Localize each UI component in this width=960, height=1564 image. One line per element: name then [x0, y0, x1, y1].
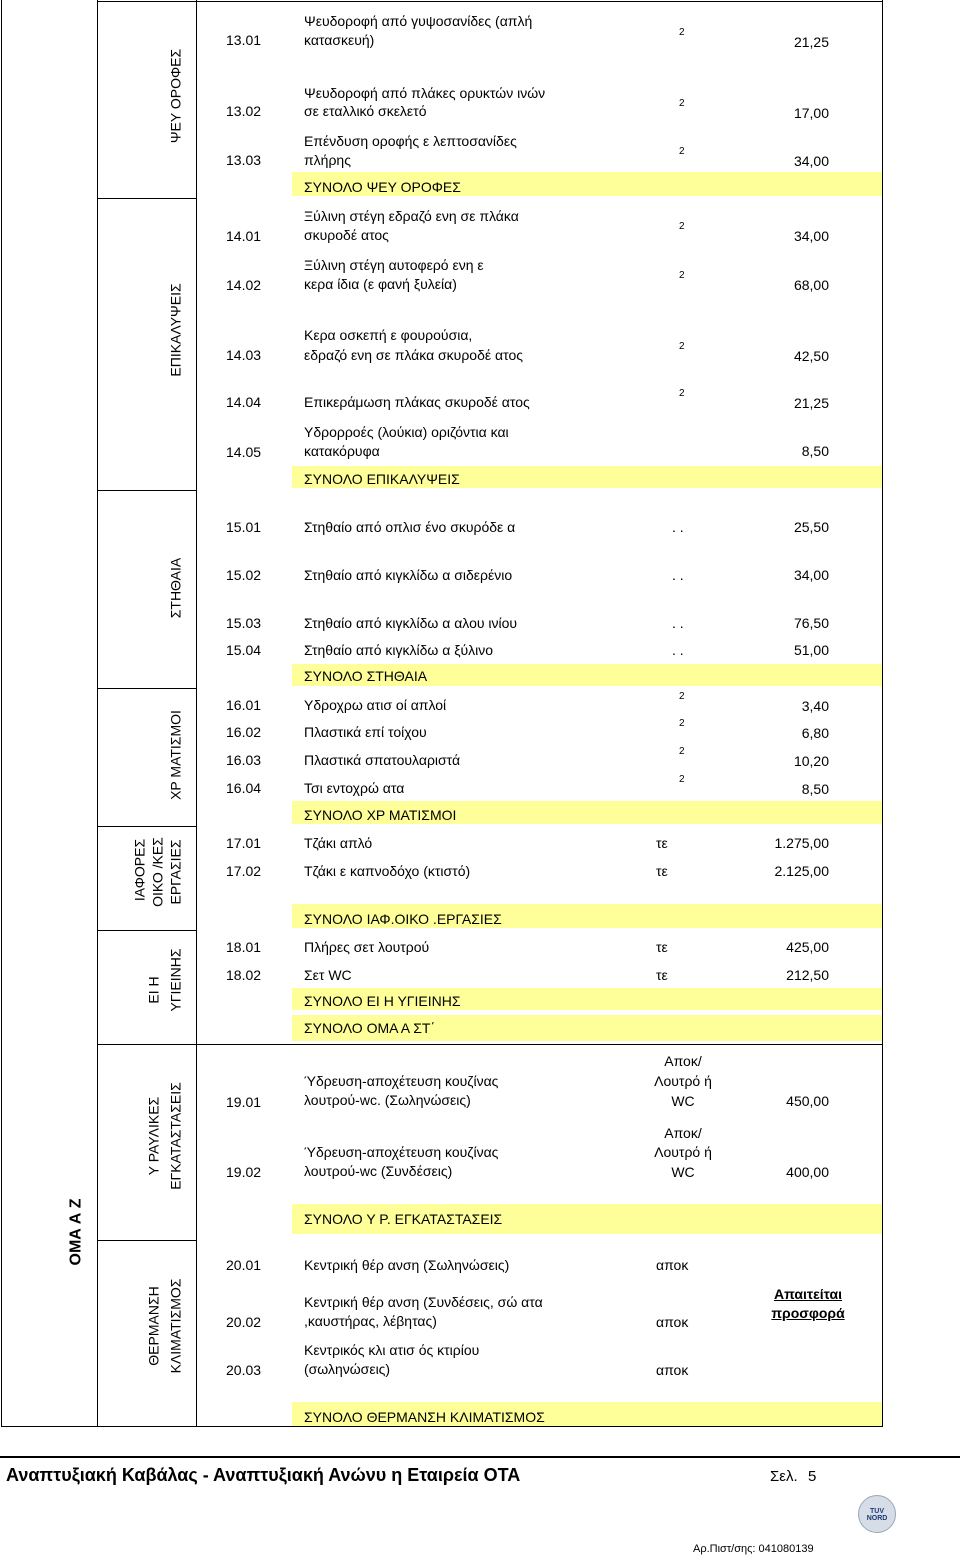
- row-unit: αποκ: [656, 1362, 689, 1378]
- row-code: 16.02: [226, 724, 262, 740]
- row-unit-line2: Λουτρό ή: [654, 1073, 712, 1089]
- row-description-cont: εδραζό ενη σε πλάκα σκυροδέ ατος: [304, 347, 523, 363]
- right-border: [882, 0, 883, 1427]
- section-label-misc-2: ΟΙΚΟ /ΚΕΣ: [149, 837, 166, 907]
- section-total-label: ΣΥΝΟΛΟ Υ Ρ. ΕΓΚΑΤΑΣΤΑΣΕΙΣ: [304, 1211, 503, 1227]
- row-description: Επένδυση οροφής ε λεπτοσανίδες: [304, 133, 517, 149]
- row-unit-line1: Αποκ/: [664, 1053, 702, 1069]
- row-unit: 2: [679, 146, 685, 157]
- row-code: 14.02: [226, 277, 262, 293]
- row-description: Ύδρευση-αποχέτευση κουζίνας: [304, 1144, 499, 1160]
- sep-misc: [97, 930, 197, 931]
- row-code: 14.03: [226, 347, 262, 363]
- row-code: 15.01: [226, 519, 262, 535]
- row-description-cont: σκυροδέ ατος: [304, 227, 389, 243]
- row-description: Πλαστικά επί τοίχου: [304, 724, 427, 740]
- section-label-plumbing-2: ΕΓΚΑΤΑΣΤΑΣΕΙΣ: [167, 1082, 184, 1190]
- row-description: Υδροχρω ατισ οί απλοί: [304, 697, 447, 713]
- row-value: 25,50: [793, 519, 829, 535]
- row-description-cont: ,καυστήρας, λέβητας): [304, 1313, 437, 1329]
- row-description: Ξύλινη στέγη αυτοφερό ενη ε: [304, 257, 484, 273]
- bottom-border: [1, 1426, 883, 1427]
- row-value: 17,00: [793, 105, 829, 121]
- section-total-label: ΣΥΝΟΛΟ ΕΙ Η ΥΓΙΕΙΝΗΣ: [304, 993, 461, 1009]
- section-total-label: ΣΥΝΟΛΟ ΨΕΥ ΟΡΟΦΕΣ: [304, 179, 461, 195]
- row-unit: αποκ: [656, 1257, 689, 1273]
- row-unit: τε: [656, 835, 668, 851]
- group-label: ΟΜΑ Α Ζ: [67, 1198, 85, 1266]
- row-code: 20.02: [226, 1314, 262, 1330]
- row-description-cont: λουτρού-wc. (Σωληνώσεις): [304, 1092, 471, 1108]
- row-description: Ύδρευση-αποχέτευση κουζίνας: [304, 1073, 499, 1089]
- section-label-heating-2: ΚΛΙΜΑΤΙΣΜΟΣ: [167, 1278, 184, 1374]
- row-value: 1.275,00: [774, 835, 829, 851]
- row-description: Ξύλινη στέγη εδραζό ενη σε πλάκα: [304, 208, 519, 224]
- row-description: Τζάκι απλό: [304, 835, 373, 851]
- section-label-misc-3: ΕΡΓΑΣΙΕΣ: [167, 839, 184, 905]
- row-unit: 2: [679, 718, 685, 729]
- footer-certification: Αρ.Πιστ/σης: 041080139: [693, 1543, 814, 1555]
- row-unit-line3: WC: [671, 1093, 695, 1109]
- row-value: 450,00: [786, 1093, 829, 1109]
- sep-painting: [97, 826, 197, 827]
- row-code: 19.02: [226, 1164, 262, 1180]
- left-border: [1, 0, 2, 1427]
- row-unit: 2: [679, 27, 685, 38]
- row-value: 425,00: [786, 939, 829, 955]
- section-label-plumbing-1: Υ ΡΑΥΛΙΚΕΣ: [145, 1096, 162, 1176]
- row-unit: 2: [679, 98, 685, 109]
- section-label-misc-1: ΙΑΦΟΡΕΣ: [131, 838, 148, 902]
- row-value: 76,50: [793, 615, 829, 631]
- section-total-label: ΣΥΝΟΛΟ ΘΕΡΜΑΝΣΗ ΚΛΙΜΑΤΙΣΜΟΣ: [304, 1409, 545, 1425]
- section-col-border: [196, 0, 197, 1427]
- row-code: 17.01: [226, 835, 262, 851]
- row-unit: τε: [656, 967, 668, 983]
- row-value: 51,00: [793, 642, 829, 658]
- row-code: 14.04: [226, 394, 262, 410]
- sep-railings: [97, 688, 197, 689]
- row-value: 400,00: [786, 1164, 829, 1180]
- row-value: 34,00: [793, 228, 829, 244]
- row-unit: . .: [672, 567, 684, 583]
- row-code: 13.02: [226, 103, 262, 119]
- footer-company: Αναπτυξιακή Καβάλας - Αναπτυξιακή Ανώνυ η Εταιρεία ΟΤΑ: [6, 1465, 521, 1485]
- row-code: 19.01: [226, 1094, 262, 1110]
- certification-logo-text: TUV NORD: [866, 1508, 888, 1522]
- row-value: 6,80: [801, 725, 829, 741]
- section-total-label: ΣΥΝΟΛΟ ΙΑΦ.ΟΙΚΟ .ΕΡΓΑΣΙΕΣ: [304, 911, 502, 927]
- row-unit: 2: [679, 270, 685, 281]
- row-code: 16.04: [226, 780, 262, 796]
- row-code: 20.03: [226, 1362, 262, 1378]
- section-label-heating-1: ΘΕΡΜΑΝΣΗ: [145, 1286, 162, 1366]
- footer-rule: [0, 1456, 960, 1458]
- row-code: 15.03: [226, 615, 262, 631]
- section-label-painting: ΧΡ ΜΑΤΙΣΜΟΙ: [167, 710, 184, 800]
- row-description-cont: λουτρού-wc (Συνδέσεις): [304, 1163, 453, 1179]
- row-description: Σετ WC: [304, 967, 352, 983]
- row-description: Υδρορροές (λούκια) οριζόντια και: [304, 424, 509, 440]
- row-code: 15.02: [226, 567, 262, 583]
- row-value: 2.125,00: [774, 863, 829, 879]
- row-code: 17.02: [226, 863, 262, 879]
- row-unit-line3: WC: [671, 1164, 695, 1180]
- sep-ceilings: [97, 198, 197, 199]
- row-description-cont: κατακόρυφα: [304, 443, 380, 459]
- certification-logo: [858, 1495, 896, 1533]
- row-unit: 2: [679, 746, 685, 757]
- row-unit: 2: [679, 221, 685, 232]
- row-unit: τε: [656, 939, 668, 955]
- row-unit: . .: [672, 615, 684, 631]
- row-value: 34,00: [793, 567, 829, 583]
- section-label-railings: ΣΤΗΘΑΙΑ: [167, 557, 184, 619]
- row-code: 18.02: [226, 967, 262, 983]
- row-description: Ψευδοροφή από πλάκες ορυκτών ινών: [304, 85, 546, 101]
- row-unit: . .: [672, 642, 684, 658]
- row-code: 16.01: [226, 697, 262, 713]
- row-unit: 2: [679, 341, 685, 352]
- row-description: Πλαστικά σπατουλαριστά: [304, 752, 461, 768]
- row-description-cont: σε εταλλικό σκελετό: [304, 103, 427, 119]
- row-value: 68,00: [793, 277, 829, 293]
- group-col-border: [97, 0, 98, 1427]
- row-unit: τε: [656, 863, 668, 879]
- sep-roofing: [97, 490, 197, 491]
- sep-plumbing: [97, 1240, 197, 1241]
- row-description: Τζάκι ε καπνοδόχο (κτιστό): [304, 863, 471, 879]
- sep-hygiene: [97, 1044, 883, 1045]
- row-value: 21,25: [793, 34, 829, 50]
- group-total-label: ΣΥΝΟΛΟ ΟΜΑ Α ΣΤ΄: [304, 1020, 436, 1036]
- row-description: Κεντρικός κλι ατισ ός κτιρίου: [304, 1342, 480, 1358]
- top-border: [97, 1, 883, 2]
- row-description: Ψευδοροφή από γυψοσανίδες (απλή: [304, 13, 533, 29]
- row-unit: αποκ: [656, 1314, 689, 1330]
- row-description: Κερα οσκεπή ε φουρούσια,: [304, 327, 473, 343]
- row-description: Κεντρική θέρ ανση (Σωληνώσεις): [304, 1257, 510, 1273]
- row-value: 212,50: [786, 967, 829, 983]
- row-code: 13.01: [226, 32, 262, 48]
- section-label-ceilings: ΨΕΥ ΟΡΟΦΕΣ: [167, 48, 184, 144]
- row-description-cont: (σωληνώσεις): [304, 1361, 391, 1377]
- row-value: 8,50: [801, 781, 829, 797]
- row-unit-line2: Λουτρό ή: [654, 1144, 712, 1160]
- row-code: 16.03: [226, 752, 262, 768]
- footer-page-label: Σελ.: [770, 1468, 798, 1485]
- row-unit: 2: [679, 774, 685, 785]
- row-code: 15.04: [226, 642, 262, 658]
- offer-note-line2: προσφορά: [771, 1305, 845, 1321]
- row-code: 13.03: [226, 152, 262, 168]
- row-unit: 2: [679, 388, 685, 399]
- footer-page-number: 5: [808, 1468, 817, 1485]
- row-description: Τσι εντοχρώ ατα: [304, 780, 405, 796]
- row-value: 10,20: [793, 753, 829, 769]
- row-description: Στηθαίο από κιγκλίδω α ξύλινο: [304, 642, 494, 658]
- section-total-label: ΣΥΝΟΛΟ ΕΠΙΚΑΛΥΨΕΙΣ: [304, 471, 460, 487]
- section-total-label: ΣΥΝΟΛΟ ΣΤΗΘΑΙΑ: [304, 668, 428, 684]
- row-description: Επικεράμωση πλάκας σκυροδέ ατος: [304, 394, 530, 410]
- row-code: 20.01: [226, 1257, 262, 1273]
- section-label-hygiene-1: ΕΙ Η: [145, 976, 162, 1004]
- row-unit: 2: [679, 691, 685, 702]
- section-total-label: ΣΥΝΟΛΟ ΧΡ ΜΑΤΙΣΜΟΙ: [304, 807, 457, 823]
- row-value: 34,00: [793, 153, 829, 169]
- row-description: Κεντρική θέρ ανση (Συνδέσεις, σώ ατα: [304, 1294, 543, 1310]
- row-unit: . .: [672, 519, 684, 535]
- section-label-hygiene-2: ΥΓΙΕΙΝΗΣ: [167, 948, 184, 1012]
- row-value: 21,25: [793, 395, 829, 411]
- row-value: 42,50: [793, 348, 829, 364]
- row-code: 18.01: [226, 939, 262, 955]
- row-value: 8,50: [801, 443, 829, 459]
- section-label-roofing: ΕΠΙΚΑΛΥΨΕΙΣ: [167, 283, 184, 377]
- row-description: Στηθαίο από οπλισ ένο σκυρόδε α: [304, 519, 516, 535]
- row-description-cont: κατασκευή): [304, 32, 375, 48]
- row-value: 3,40: [801, 698, 829, 714]
- row-description: Στηθαίο από κιγκλίδω α αλου ινίου: [304, 615, 518, 631]
- offer-note-line1: Απαιτείται: [773, 1286, 843, 1302]
- row-description-cont: κερα ίδια (ε φανή ξυλεία): [304, 276, 457, 292]
- row-description: Στηθαίο από κιγκλίδω α σιδερένιο: [304, 567, 513, 583]
- row-description: Πλήρες σετ λουτρού: [304, 939, 430, 955]
- row-description-cont: πλήρης: [304, 152, 351, 168]
- row-code: 14.01: [226, 228, 262, 244]
- row-code: 14.05: [226, 444, 262, 460]
- row-unit-line1: Αποκ/: [664, 1125, 702, 1141]
